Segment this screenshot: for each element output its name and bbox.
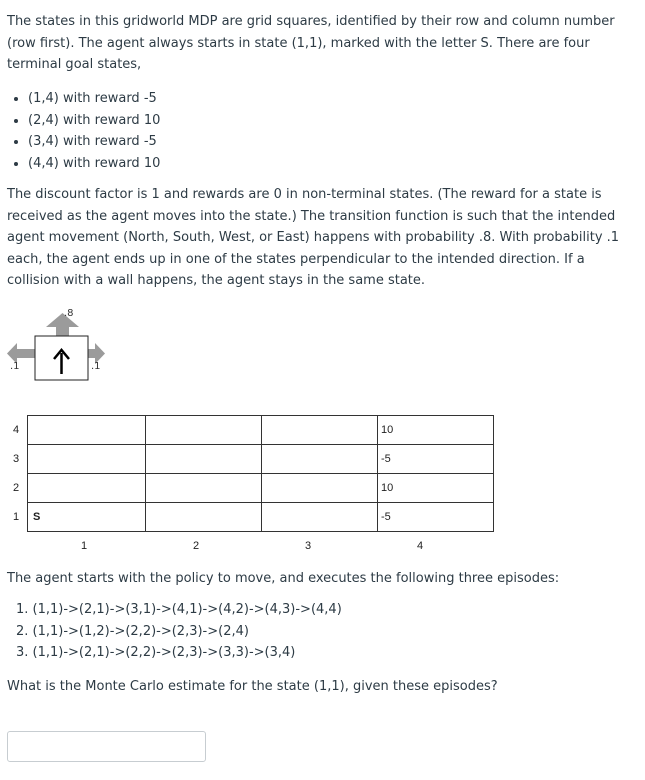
grid-cell: 10 <box>378 416 494 445</box>
col-label-4: 4 <box>417 540 424 552</box>
list-item: • (1,4) with reward -5 <box>28 88 160 110</box>
col-label-2: 2 <box>193 540 200 552</box>
grid-cell: 10 <box>378 474 494 503</box>
policy-paragraph: The agent starts with the policy to move, and executes the following three episodes: <box>7 571 560 586</box>
grid-cell <box>146 474 262 503</box>
intro-paragraph: The states in this gridworld MDP are grid squares, identified by their row and column number (row first). The agent always starts in state (1,1), marked with the letter S. There are four terminal goal states, <box>7 14 615 72</box>
row-label-1: 1 <box>13 511 20 523</box>
grid-cell <box>28 474 146 503</box>
row-label-3: 3 <box>13 453 20 465</box>
col-label-1: 1 <box>81 540 88 552</box>
list-item: • (3,4) with reward -5 <box>28 131 160 153</box>
answer-input[interactable] <box>7 731 206 762</box>
list-item: • (2,4) with reward 10 <box>28 110 160 132</box>
grid-cell: -5 <box>378 445 494 474</box>
terminal-states-list <box>0 88 160 174</box>
up-arrow-head <box>46 313 79 327</box>
row-label-2: 2 <box>13 482 20 494</box>
grid-cell <box>28 416 146 445</box>
list-item: 2. (1,1)->(1,2)->(2,2)->(2,3)->(2,4) <box>16 623 249 639</box>
grid-cell <box>28 445 146 474</box>
start-cell: S <box>28 503 146 532</box>
col-label-3: 3 <box>305 540 312 552</box>
grid-cell <box>146 503 262 532</box>
transition-diagram <box>0 300 130 400</box>
grid-cell <box>262 474 378 503</box>
table-row <box>28 503 494 532</box>
left-probability-label: .1 <box>10 361 20 372</box>
gridworld-table <box>27 415 494 532</box>
table-row <box>28 416 494 445</box>
grid-cell <box>262 445 378 474</box>
list-item: 3. (1,1)->(2,1)->(2,2)->(2,3)->(3,3)->(3,4) <box>16 645 296 660</box>
list-item: • (4,4) with reward 10 <box>28 153 160 175</box>
table-row <box>28 474 494 503</box>
grid-cell <box>146 445 262 474</box>
row-label-4: 4 <box>13 424 20 436</box>
left-arrow-shaft <box>15 349 35 358</box>
grid-cell <box>262 503 378 532</box>
forward-probability-label: .8 <box>64 308 74 319</box>
grid-cell <box>146 416 262 445</box>
episodes-list <box>0 599 342 664</box>
question-text: What is the Monte Carlo estimate for the state (1,1), given these episodes? <box>7 679 498 694</box>
table-row <box>28 445 494 474</box>
grid-cell: -5 <box>378 503 494 532</box>
list-item: 1. (1,1)->(2,1)->(3,1)->(4,1)->(4,2)->(4,3)->(4,4) <box>16 602 342 617</box>
transition-paragraph: The discount factor is 1 and rewards are 0 in non-terminal states. (The reward for a state is received as the agent moves into the state.) The transition function is such that the intended agent movement (North, South, West, or East) happens with probability .8. With probability .1 each, the agent ends up in one of the states perpendicular to the intended direction. If a collision with a wall happens, the agent stays in the same state. <box>7 187 620 288</box>
right-probability-label: .1 <box>91 361 101 372</box>
grid-cell <box>262 416 378 445</box>
